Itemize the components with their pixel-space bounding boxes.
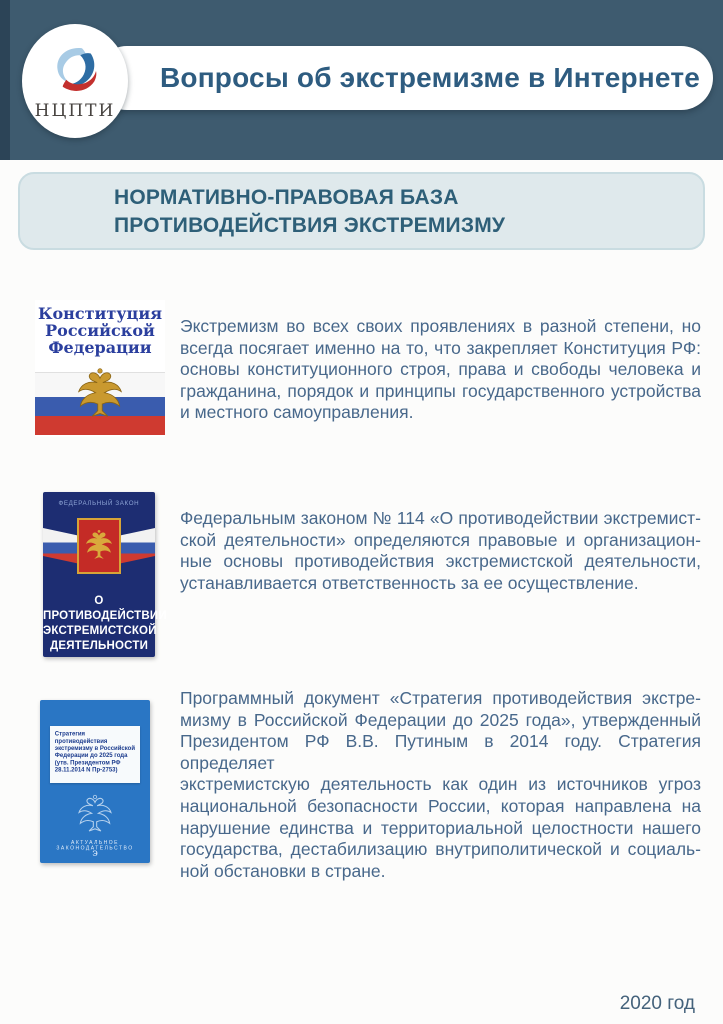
- paragraph-federal-law: [180, 508, 701, 594]
- text-line: нарушение единства и территориальной целостности нашего: [180, 817, 701, 838]
- footer-year: 2020 год: [619, 993, 695, 1014]
- double-headed-eagle-outline-icon: [74, 792, 116, 838]
- text-line: Программный документ «Стратегия противодействия экстре-: [180, 688, 701, 708]
- text-line: и местного самоуправления.: [180, 402, 414, 423]
- text-line: Экстремизм во всех своих проявлениях в разной степени, но: [180, 316, 701, 336]
- text-line: национальной безопасности России, которая направлена на: [180, 795, 701, 816]
- book-title-line: ДЕЯТЕЛЬНОСТИ: [49, 640, 149, 652]
- strategy-title-text: Стратегия противодействия экстремизму в Российской Федерации до 2025 года (утв. Президентом РФ 28.11.2014 N Пр-2753): [54, 730, 136, 774]
- text-line: ской деятельности» определяются правовые и организацион-: [180, 529, 701, 550]
- constitution-title: [35, 300, 165, 356]
- double-headed-eagle-icon: [72, 360, 128, 430]
- federal-law-book-cover: [43, 492, 167, 657]
- text-line: государства, дестабилизацию внутриполитической и социаль-: [180, 839, 701, 860]
- text-line: экстремистскую деятельность как один из источников угроз: [180, 774, 701, 795]
- book-title-line: ЭКСТРЕМИСТСКОЙ: [43, 625, 157, 637]
- text-line: гражданина, порядок и принципы государственного устройства: [180, 380, 701, 401]
- strategy-series-text: АКТУАЛЬНОЕ ЗАКОНОДАТЕЛЬСТВО: [56, 840, 134, 851]
- book-header-text: ФЕДЕРАЛЬНЫЙ ЗАКОН: [58, 500, 140, 507]
- section-title-line1: НОРМАТИВНО-ПРАВОВАЯ БАЗА: [114, 186, 459, 209]
- paragraph-strategy: [180, 688, 701, 882]
- logo-text: НЦПТИ: [34, 101, 116, 121]
- constitution-title-line: Российской: [45, 321, 155, 340]
- text-line: Президентом РФ В.В. Путиным в 2014 году. Стратегия определяет: [180, 731, 701, 773]
- text-line: устанавливается ответственность за ее осуществление.: [180, 572, 639, 593]
- publisher-glyph: э: [92, 848, 98, 859]
- header-left-strip: [0, 0, 10, 160]
- paragraph-constitution: [180, 316, 701, 424]
- text-line: основы конституционного строя, права и свободы человека и: [180, 359, 701, 380]
- strategy-book-cover: [40, 700, 150, 863]
- title-bar: [95, 46, 713, 110]
- constitution-title-line: Конституция: [37, 304, 163, 323]
- header: [0, 0, 723, 160]
- constitution-cover: [35, 300, 165, 437]
- strategy-title-box: [50, 726, 140, 783]
- constitution-title-line: Федерации: [48, 338, 152, 357]
- section-title-line2: ПРОТИВОДЕЙСТВИЯ ЭКСТРЕМИЗМУ: [114, 214, 506, 237]
- page-title: Вопросы об экстремизме в Интернете: [159, 62, 701, 93]
- double-headed-eagle-icon: [82, 524, 116, 568]
- text-line: ные основы противодействия экстремистской деятельности,: [180, 551, 701, 572]
- text-line: мизму в Российской Федерации до 2025 года», утвержденный: [180, 709, 701, 730]
- section-title: [20, 174, 703, 240]
- ncpti-logo: [22, 24, 128, 138]
- section-header: [18, 172, 705, 250]
- russian-flag: [35, 372, 165, 434]
- text-line: ной обстановки в стране.: [180, 860, 386, 881]
- logo-swirl-icon: [46, 43, 104, 99]
- book-title: [43, 594, 167, 654]
- emblem-square: [77, 518, 121, 574]
- book-title-line: О ПРОТИВОДЕЙСТВИИ: [43, 595, 167, 622]
- text-line: Федеральным законом № 114 «О противодействии экстремист-: [180, 508, 701, 528]
- text-line: всегда посягает именно на то, что закрепляет Конституция РФ:: [180, 337, 701, 358]
